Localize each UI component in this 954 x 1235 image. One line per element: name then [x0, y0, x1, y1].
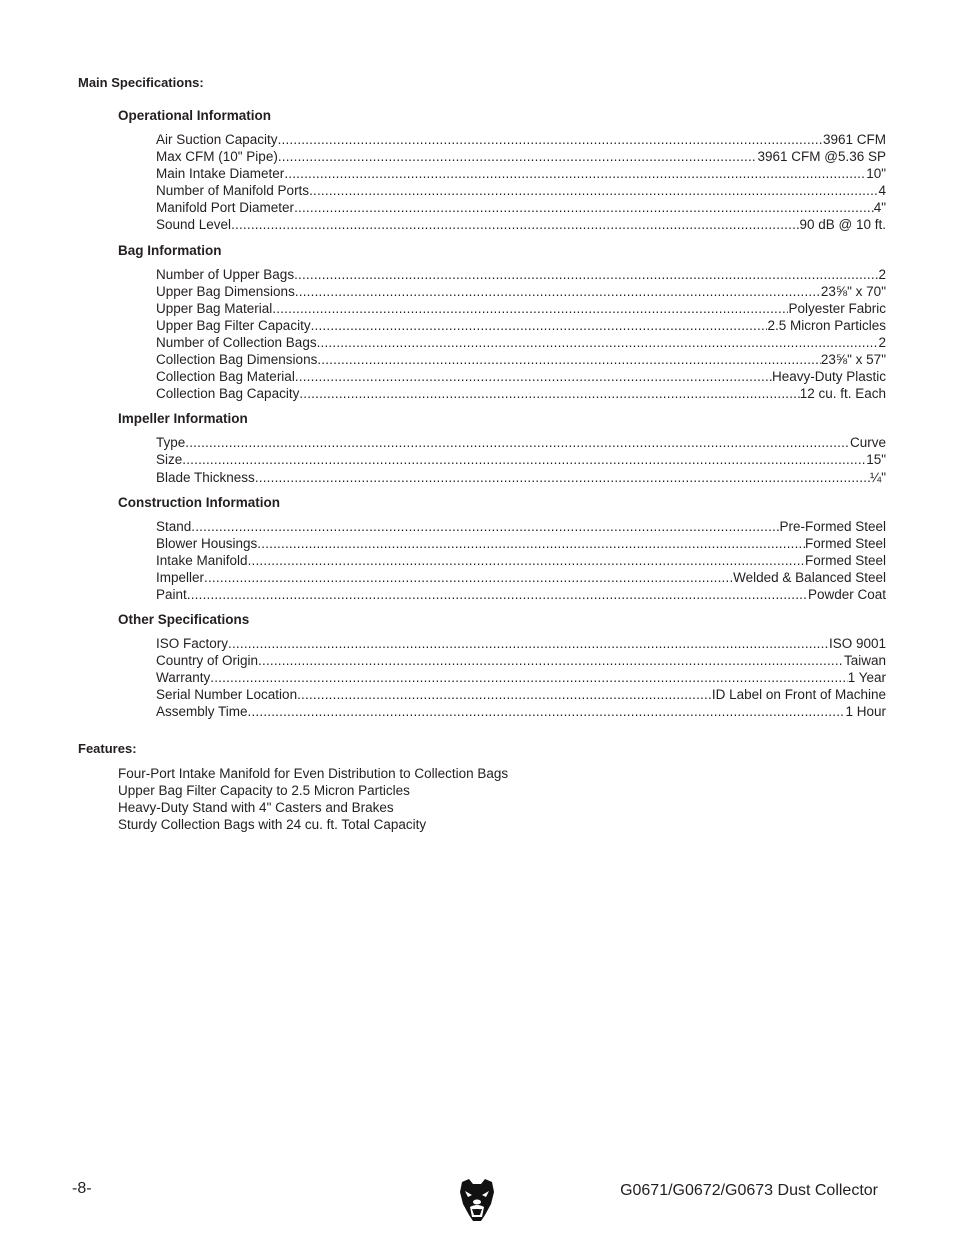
document-title: G0671/G0672/G0673 Dust Collector: [620, 1182, 878, 1199]
spec-value: Polyester Fabric: [788, 300, 886, 316]
spec-row: [156, 586, 886, 603]
dot-leader: [248, 552, 805, 569]
spec-row: [156, 199, 886, 216]
dot-leader: [204, 569, 733, 586]
section-title: Impeller Information: [118, 411, 248, 427]
dot-leader: [210, 669, 847, 686]
dot-leader: [255, 469, 870, 486]
spec-value: 1 Year: [847, 670, 886, 686]
spec-value: Formed Steel: [804, 552, 886, 568]
spec-label: Paint: [156, 586, 187, 602]
spec-section-construction: [118, 494, 886, 603]
spec-row: [156, 434, 886, 451]
feature-item: Sturdy Collection Bags with 24 cu. ft. Total Capacity: [118, 817, 427, 833]
spec-value: 12 cu. ft. Each: [799, 386, 886, 402]
dot-leader: [284, 165, 866, 182]
spec-value: 4": [873, 200, 886, 216]
spec-row: [156, 283, 886, 300]
spec-value: Heavy-Duty Plastic: [771, 369, 886, 385]
spec-row: [156, 351, 886, 368]
spec-row: [156, 469, 886, 486]
spec-label: Serial Number Location: [156, 687, 298, 703]
spec-label: Size: [156, 452, 183, 468]
spec-label: Collection Bag Dimensions: [156, 352, 318, 368]
spec-value: 23⅝" x 57": [820, 352, 886, 368]
spec-label: Collection Bag Capacity: [156, 386, 300, 402]
spec-row: [156, 569, 886, 586]
spec-row: [156, 368, 886, 385]
spec-value: 3961 CFM @5.36 SP: [757, 149, 886, 165]
features-heading: Features:: [78, 741, 137, 756]
section-title: Bag Information: [118, 242, 222, 258]
spec-row: [156, 686, 886, 703]
section-title: Other Specifications: [118, 612, 250, 628]
spec-value: 23⅝" x 70": [820, 283, 886, 299]
dot-leader: [185, 434, 850, 451]
spec-label: Intake Manifold: [156, 552, 248, 568]
spec-label: Max CFM (10" Pipe): [156, 149, 278, 165]
feature-item: Upper Bag Filter Capacity to 2.5 Micron Particles: [118, 783, 410, 799]
spec-section-other: [118, 611, 886, 720]
spec-row: [156, 552, 886, 569]
bear-head-logo-icon: [456, 1176, 498, 1222]
dot-leader: [299, 385, 799, 402]
dot-leader: [257, 535, 805, 552]
spec-label: Country of Origin: [156, 653, 259, 669]
spec-label: Blade Thickness: [156, 469, 255, 485]
dot-leader: [187, 586, 808, 603]
spec-label: Main Intake Diameter: [156, 166, 285, 182]
spec-label: Collection Bag Material: [156, 369, 295, 385]
spec-value: Powder Coat: [807, 586, 886, 602]
dot-leader: [191, 518, 779, 535]
spec-label: Manifold Port Diameter: [156, 200, 295, 216]
spec-label: Blower Housings: [156, 535, 258, 551]
spec-label: Impeller: [156, 569, 205, 585]
dot-leader: [278, 148, 758, 165]
dot-leader: [317, 351, 821, 368]
dot-leader: [317, 334, 879, 351]
spec-section-operational: [118, 107, 886, 234]
dot-leader: [311, 317, 768, 334]
dot-leader: [231, 216, 799, 233]
dot-leader: [309, 182, 878, 199]
spec-value: 90 dB @ 10 ft.: [799, 217, 886, 233]
spec-row: [156, 518, 886, 535]
dot-leader: [182, 451, 866, 468]
feature-item: Heavy-Duty Stand with 4" Casters and Brakes: [118, 800, 394, 816]
specifications-list: [118, 107, 886, 729]
spec-label: Upper Bag Material: [156, 300, 273, 316]
section-title: Operational Information: [118, 108, 272, 123]
spec-value: ¼": [869, 469, 886, 485]
dot-leader: [295, 283, 821, 300]
section-title: Construction Information: [118, 494, 280, 510]
dot-leader: [297, 686, 712, 703]
dot-leader: [272, 300, 788, 317]
spec-value: Welded & Balanced Steel: [733, 569, 886, 585]
spec-label: Upper Bag Filter Capacity: [156, 317, 311, 333]
spec-value: 2.5 Micron Particles: [767, 317, 886, 333]
spec-label: Assembly Time: [156, 704, 248, 720]
dot-leader: [248, 703, 846, 720]
spec-value: 15": [866, 452, 886, 468]
spec-value: 2: [878, 266, 886, 282]
features-list: [118, 765, 508, 833]
spec-label: Number of Upper Bags: [156, 266, 295, 282]
spec-value: Formed Steel: [804, 535, 886, 551]
spec-label: Sound Level: [156, 217, 232, 233]
spec-value: 2: [878, 334, 886, 350]
dot-leader: [278, 131, 823, 148]
spec-row: [156, 317, 886, 334]
spec-row: [156, 703, 886, 720]
dot-leader: [295, 368, 772, 385]
spec-label: ISO Factory: [156, 636, 229, 652]
page-number: -8-: [72, 1180, 92, 1197]
spec-row: [156, 266, 886, 283]
spec-row: [156, 131, 886, 148]
spec-row: [156, 652, 886, 669]
spec-label: Warranty: [156, 670, 211, 686]
spec-section-bag: [118, 242, 886, 403]
spec-value: 4: [878, 183, 886, 199]
spec-value: ID Label on Front of Machine: [711, 687, 886, 703]
spec-label: Number of Manifold Ports: [156, 183, 310, 199]
spec-row: [156, 669, 886, 686]
dot-leader: [294, 266, 878, 283]
spec-row: [156, 451, 886, 468]
spec-value: 10": [866, 166, 886, 182]
dot-leader: [228, 635, 829, 652]
spec-value: Pre-Formed Steel: [779, 518, 886, 534]
spec-value: 1 Hour: [845, 704, 886, 720]
spec-row: [156, 535, 886, 552]
main-specifications-heading: Main Specifications:: [78, 75, 204, 90]
spec-value: Taiwan: [843, 653, 886, 669]
spec-label: Upper Bag Dimensions: [156, 283, 295, 299]
spec-value: 3961 CFM: [822, 132, 886, 147]
spec-label: Stand: [156, 518, 192, 534]
spec-row: [156, 165, 886, 182]
spec-row: [156, 182, 886, 199]
spec-label: Type: [156, 435, 186, 451]
spec-label: Air Suction Capacity: [156, 132, 278, 147]
dot-leader: [258, 652, 844, 669]
spec-row: [156, 334, 886, 351]
spec-value: Curve: [849, 435, 886, 451]
feature-item: Four-Port Intake Manifold for Even Distribution to Collection Bags: [118, 766, 509, 781]
spec-row: [156, 148, 886, 165]
spec-row: [156, 635, 886, 652]
dot-leader: [294, 199, 874, 216]
spec-section-impeller: [118, 410, 886, 485]
spec-row: [156, 385, 886, 402]
spec-row: [156, 216, 886, 233]
spec-row: [156, 300, 886, 317]
spec-label: Number of Collection Bags: [156, 334, 317, 350]
spec-value: ISO 9001: [828, 636, 886, 652]
